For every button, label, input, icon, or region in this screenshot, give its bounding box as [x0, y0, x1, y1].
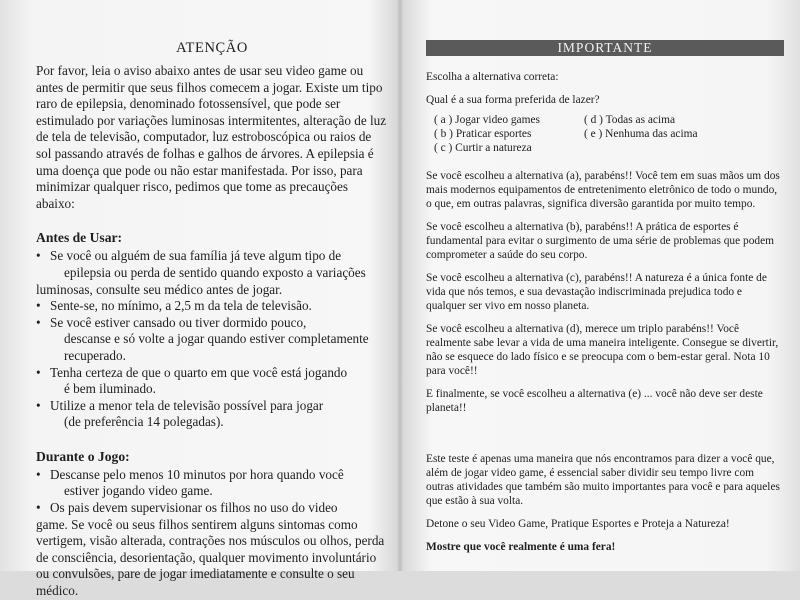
- left-page: [0, 0, 398, 599]
- closing-paragraph: Este teste é apenas uma maneira que nós encontramos para dizer a você que, além de jogar video game, é essencial saber dividir seu tempo livre com outras atividades que também são muito importantes para você e para aqueles que estão à sua volta.: [426, 453, 780, 507]
- option-b: ( b ) Praticar esportes: [434, 128, 532, 140]
- list-item-continuation: (de preferência 14 polegadas).: [64, 414, 224, 430]
- right-page: [402, 0, 800, 571]
- list-item: [36, 248, 388, 298]
- list-item-continuation: epilepsia ou perda de sentido quando exposto a variações: [64, 264, 366, 280]
- page-title: ATENÇÃO: [176, 40, 248, 56]
- list-item-text: Tenha certeza de que o quarto em que você está jogando: [50, 364, 348, 380]
- answer-a-paragraph: Se você escolheu a alternativa (a), parabéns!! Você tem em suas mãos um dos mais modernos equipamentos de entretenimento eletrônico de todo o mundo, o que, em outras palavras, significa diversão garantida por muito tempo.: [426, 170, 780, 210]
- list-item: [36, 398, 388, 431]
- instruction-text: Escolha a alternativa correta:: [426, 71, 559, 83]
- final-message: Mostre que você realmente é uma fera!: [426, 541, 616, 553]
- list-item-continuation: descanse e só volte a jogar quando estiver completamente recuperado.: [64, 331, 369, 363]
- list-item-text: Se você estiver cansado ou tiver dormido pouco,: [50, 314, 307, 330]
- list-item-text: Os pais devem supervisionar os filhos no uso do video: [50, 500, 338, 516]
- list-item: [36, 365, 388, 398]
- option-a: ( a ) Jogar video games: [434, 114, 540, 126]
- answer-b-paragraph: Se você escolheu a alternativa (b), parabéns!! A prática de esportes é fundamental para evitar o surgimento de uma série de problemas que podem comprometer a saúde do seu corpo.: [426, 221, 775, 261]
- option-empty: [584, 141, 784, 155]
- before-use-list: [36, 248, 388, 431]
- option-d: ( d ) Todas as acima: [584, 114, 676, 126]
- section-spacer: [426, 424, 784, 452]
- option-e: ( e ) Nenhuma das acima: [584, 128, 698, 140]
- list-item: [36, 467, 388, 500]
- important-banner: IMPORTANTE: [426, 40, 784, 56]
- list-item: [36, 298, 388, 315]
- list-item-continuation: game. Se você ou seus filhos sentirem alguns sintomas como vertigem, visão alterada, contrações nos músculos ou olhos, perda de consciência, desorientação, qualquer movimento involuntário ou convulsões, pare de jogar imediatamente e consulte o seu médico.: [36, 516, 385, 599]
- answer-options: [434, 113, 784, 155]
- answer-d-paragraph: Se você escolheu a alternativa (d), merece um triplo parabéns!! Você realmente sabe levar a vida de uma maneira inteligente. Consegue se divertir, não se esquece do lado físico e se preocupa com o bem-estar geral. Nota 10 para você!!: [426, 323, 779, 377]
- before-use-heading: Antes de Usar:: [36, 230, 123, 246]
- list-item-text: Utilize a menor tela de televisão possível para jogar: [50, 397, 324, 413]
- answer-c-paragraph: Se você escolheu a alternativa (c), parabéns!! A natureza é a única fonte de vida que nós temos, e sua devastação indiscriminada prejudica todo e qualquer ser vivo em nosso planeta.: [426, 272, 767, 312]
- list-item: [36, 315, 388, 365]
- intro-paragraph: Por favor, leia o aviso abaixo antes de usar seu video game ou antes de permitir que seus filhos comecem a jogar. Existe um tipo raro de epilepsia, denominado fotossensível, que pode ser estimulado por variações luminosas intermitentes, alteração de luz de tela de televisão, computador, luz estroboscópica ou raios de sol passando através de folhas e galhos de árvores. A epilepsia é uma doença que pode ou não estar manifestada. Por isso, para minimizar qualquer risco, pedimos que tome as precauções abaixo:: [36, 63, 387, 211]
- during-game-heading: Durante o Jogo:: [36, 448, 130, 464]
- list-item-continuation: estiver jogando video game.: [64, 483, 213, 499]
- option-c: ( c ) Curtir a natureza: [434, 142, 532, 154]
- list-item: [36, 500, 388, 600]
- question-text: Qual é a sua forma preferida de lazer?: [426, 94, 600, 106]
- answer-e-paragraph: E finalmente, se você escolheu a alternativa (e) ... você não deve ser deste planeta!!: [426, 388, 763, 414]
- list-item-continuation: é bem iluminado.: [64, 381, 156, 397]
- during-game-list: [36, 467, 388, 600]
- motto-text: Detone o seu Video Game, Pratique Esportes e Proteja a Natureza!: [426, 518, 730, 530]
- list-item-text: Descanse pelo menos 10 minutos por hora quando você: [50, 466, 344, 482]
- list-item-text: Sente-se, no mínimo, a 2,5 m da tela de televisão.: [50, 298, 312, 314]
- list-item-text: Se você ou alguém de sua família já teve algum tipo de: [50, 248, 342, 264]
- list-item-continuation: luminosas, consulte seu médico antes de jogar.: [36, 281, 283, 297]
